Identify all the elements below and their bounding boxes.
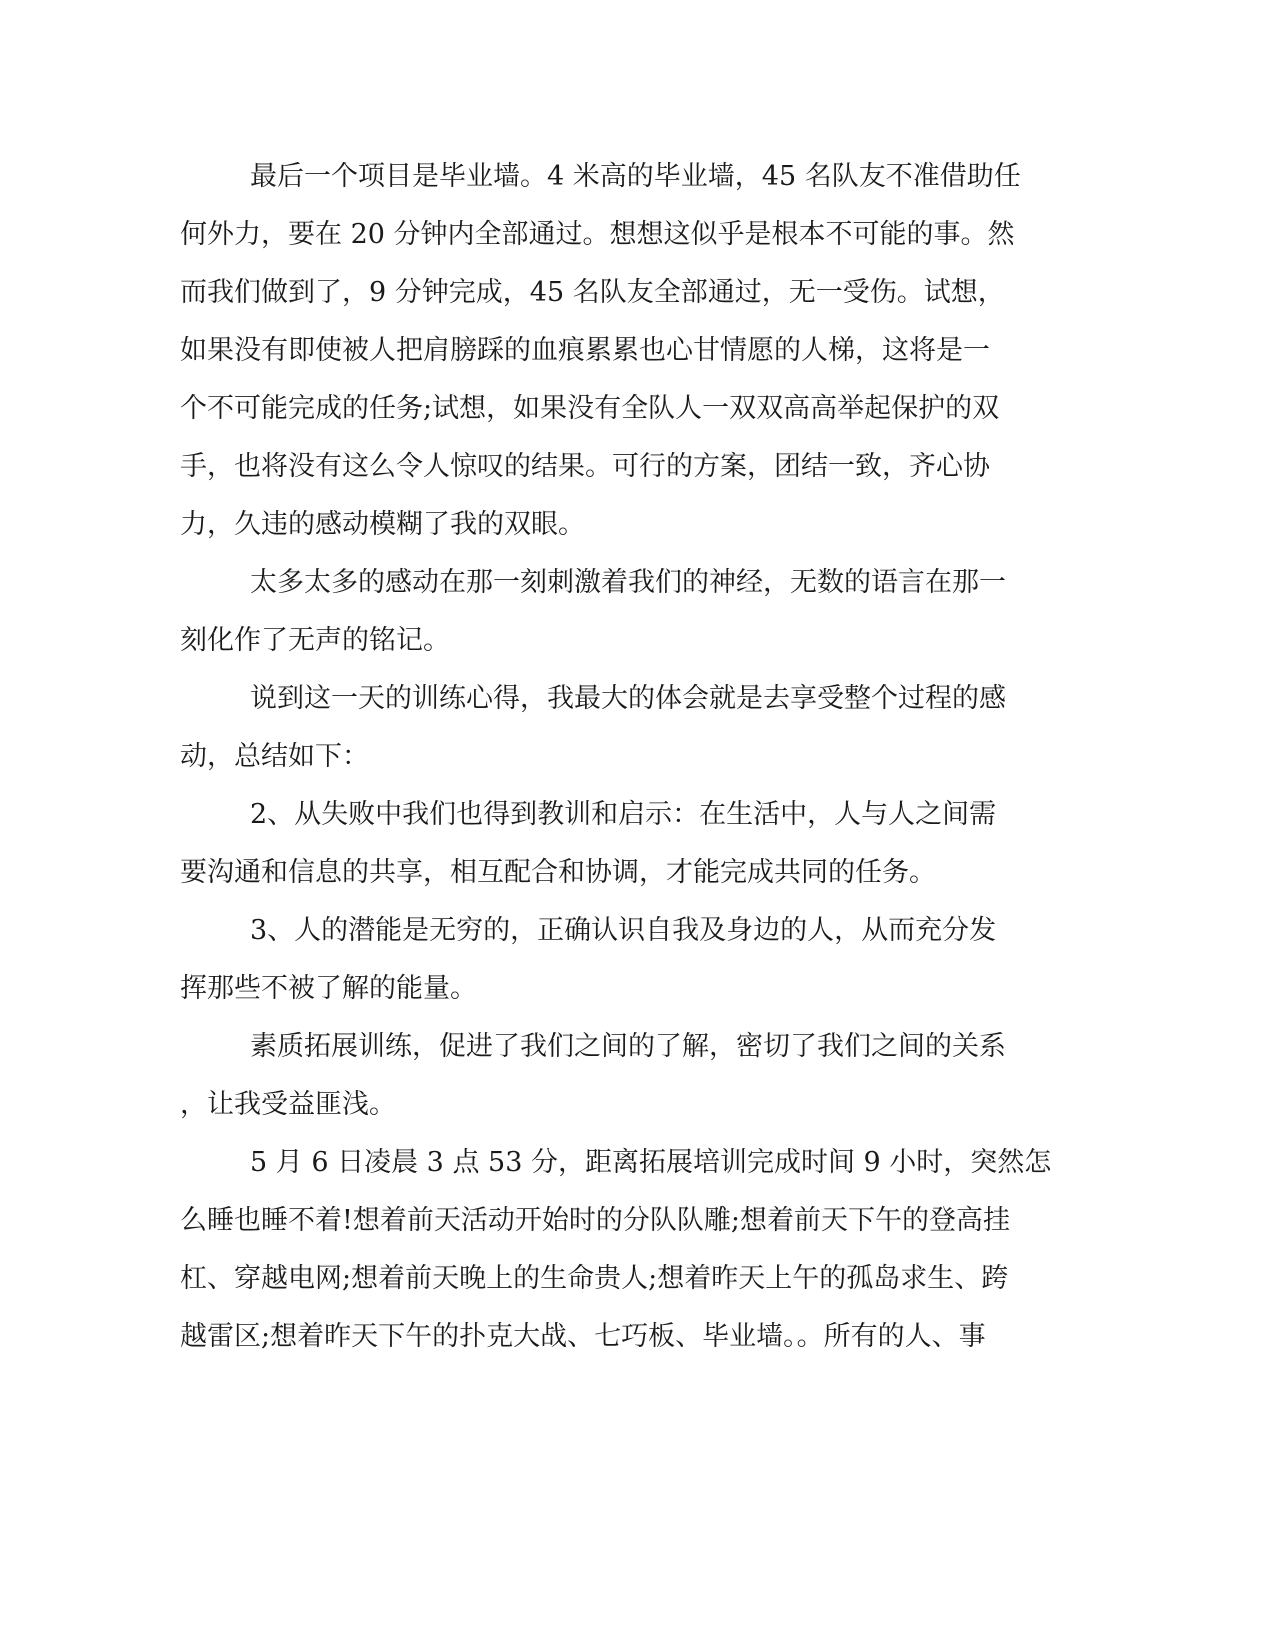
text-line: 而我们做到了，9 分钟完成，45 名队友全部通过，无一受伤。试想， bbox=[180, 277, 1005, 308]
text-line: 5 月 6 日凌晨 3 点 53 分，距离拓展培训完成时间 9 小时，突然怎 bbox=[250, 1147, 1052, 1178]
text-line: ，让我受益匪浅。 bbox=[180, 1089, 396, 1120]
text-line: 个不可能完成的任务;试想，如果没有全队人一双双高高举起保护的双 bbox=[180, 393, 1000, 424]
text-line: 越雷区;想着昨天下午的扑克大战、七巧板、毕业墙。。所有的人、事 bbox=[180, 1321, 986, 1352]
text-line: 说到这一天的训练心得，我最大的体会就是去享受整个过程的感 bbox=[250, 683, 1006, 714]
text-line: 杠、穿越电网;想着前天晚上的生命贵人;想着昨天上午的孤岛求生、跨 bbox=[180, 1263, 1009, 1294]
text-line: 2、从失败中我们也得到教训和启示：在生活中，人与人之间需 bbox=[250, 799, 997, 830]
text-line: 刻化作了无声的铭记。 bbox=[180, 625, 450, 656]
text-line: 最后一个项目是毕业墙。4 米高的毕业墙，45 名队友不准借助任 bbox=[250, 161, 1021, 192]
text-line: 力，久违的感动模糊了我的双眼。 bbox=[180, 509, 585, 540]
text-line: 么睡也睡不着!想着前天活动开始时的分队队雕;想着前天下午的登高挂 bbox=[180, 1205, 1010, 1236]
text-line: 太多太多的感动在那一刻刺激着我们的神经，无数的语言在那一 bbox=[250, 567, 1006, 598]
text-line: 手，也将没有这么令人惊叹的结果。可行的方案，团结一致，齐心协 bbox=[180, 451, 990, 482]
text-line: 动，总结如下： bbox=[180, 741, 369, 772]
text-line: 如果没有即使被人把肩膀踩的血痕累累也心甘情愿的人梯，这将是一 bbox=[180, 335, 990, 366]
text-line: 要沟通和信息的共享，相互配合和协调，才能完成共同的任务。 bbox=[180, 857, 936, 888]
text-line: 素质拓展训练，促进了我们之间的了解，密切了我们之间的关系 bbox=[250, 1031, 1006, 1062]
text-line: 3、人的潜能是无穷的，正确认识自我及身边的人，从而充分发 bbox=[250, 915, 997, 946]
text-line: 挥那些不被了解的能量。 bbox=[180, 973, 477, 1004]
text-line: 何外力，要在 20 分钟内全部通过。想想这似乎是根本不可能的事。然 bbox=[180, 219, 1015, 250]
